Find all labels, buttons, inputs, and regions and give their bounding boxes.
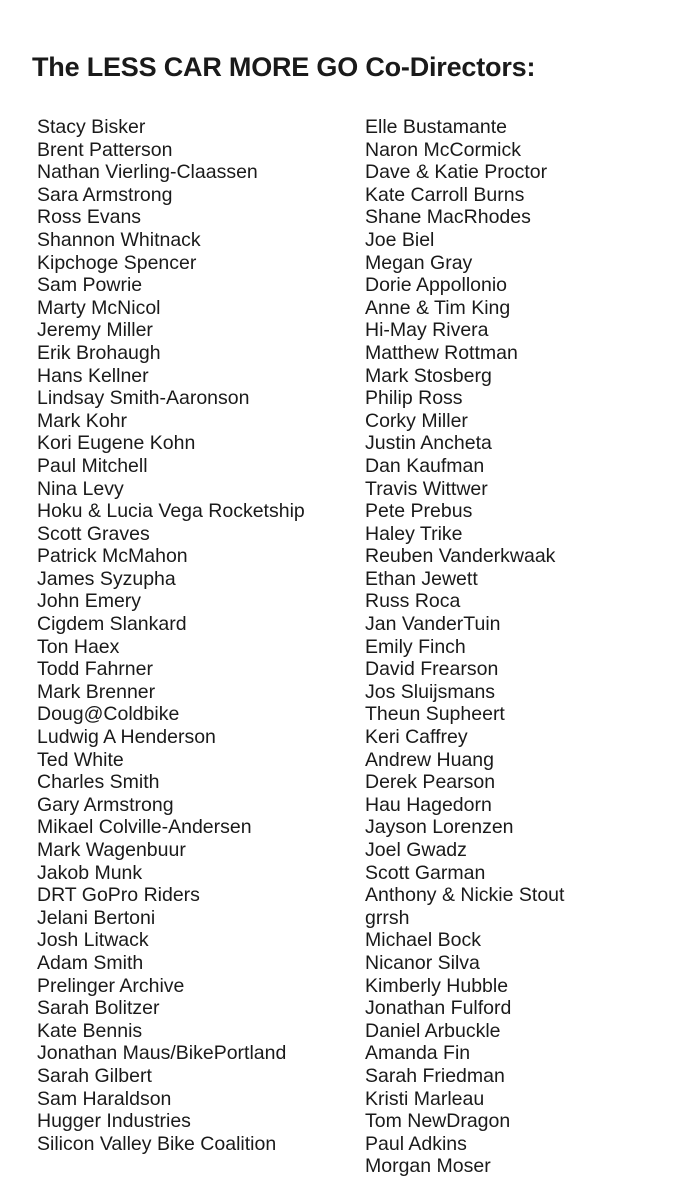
- co-director-name: Mark Wagenbuur: [37, 839, 186, 861]
- co-director-name: Sarah Gilbert: [37, 1064, 152, 1087]
- co-director-name: Jan VanderTuin: [365, 613, 501, 636]
- co-director-name: Keri Caffrey: [365, 726, 468, 749]
- co-director-name: Jelani Bertoni: [37, 906, 156, 929]
- co-director-name: Nathan Vierling-Claassen: [37, 161, 258, 184]
- co-director-name: James Syzupha: [37, 567, 176, 590]
- co-director-name: Tom NewDragon: [365, 1110, 511, 1133]
- co-director-name: Joe Biel: [365, 228, 435, 251]
- co-director-name: Paul Adkins: [365, 1132, 467, 1155]
- co-director-name: Haley Trike: [365, 522, 463, 545]
- co-director-name: Brent Patterson: [37, 138, 173, 161]
- co-director-name: Paul Mitchell: [37, 454, 148, 477]
- co-director-name: Hoku & Lucia Vega Rocketship: [37, 500, 305, 523]
- co-director-name: Mark Brenner: [37, 680, 156, 703]
- co-director-name: Stacy Bisker: [37, 116, 146, 138]
- page-title: The LESS CAR MORE GO Co-Directors:: [32, 52, 536, 82]
- co-director-name: Hugger Industries: [37, 1110, 191, 1133]
- co-director-name: Sarah Bolitzer: [37, 997, 160, 1020]
- co-director-name: Prelinger Archive: [37, 974, 185, 997]
- co-director-name: Mark Stosberg: [365, 364, 492, 387]
- co-director-name: Emily Finch: [365, 635, 466, 658]
- co-director-name: John Emery: [37, 590, 142, 613]
- co-director-name: Gary Armstrong: [37, 793, 174, 816]
- co-director-name: Kate Carroll Burns: [365, 183, 525, 206]
- co-directors-left-column: [37, 116, 352, 1155]
- co-director-name: Morgan Moser: [365, 1155, 491, 1178]
- co-director-name: Ton Haex: [37, 635, 120, 658]
- co-director-name: Daniel Arbuckle: [365, 1019, 501, 1042]
- co-director-name: Andrew Huang: [365, 748, 494, 771]
- co-director-name: Russ Roca: [365, 590, 461, 613]
- co-director-name: Dave & Katie Proctor: [365, 161, 548, 184]
- co-director-name: Amanda Fin: [365, 1042, 471, 1065]
- co-director-name: Elle Bustamante: [365, 116, 507, 138]
- co-director-name: Nicanor Silva: [365, 951, 480, 974]
- co-directors-right-column: [365, 116, 685, 1178]
- co-director-name: Jonathan Fulford: [365, 997, 512, 1020]
- co-director-name: Kori Eugene Kohn: [37, 432, 196, 455]
- co-director-name: Josh Litwack: [37, 929, 149, 952]
- co-director-name: Megan Gray: [365, 251, 473, 274]
- co-director-name: Silicon Valley Bike Coalition: [37, 1132, 277, 1155]
- co-director-name: Kipchoge Spencer: [37, 251, 197, 274]
- co-director-name: Pete Prebus: [365, 500, 473, 523]
- co-director-name: Mark Kohr: [37, 409, 127, 432]
- co-director-name: Ethan Jewett: [365, 567, 478, 590]
- co-director-name: DRT GoPro Riders: [37, 884, 200, 907]
- co-director-name: Hans Kellner: [37, 364, 149, 387]
- co-director-name: Naron McCormick: [365, 138, 522, 161]
- co-director-name: Jos Sluijsmans: [365, 680, 496, 703]
- co-director-name: Dorie Appollonio: [365, 274, 508, 297]
- co-director-name: grrsh: [365, 906, 410, 929]
- co-director-name: Derek Pearson: [365, 771, 496, 794]
- co-director-name: Sam Haraldson: [37, 1087, 172, 1110]
- co-director-name: Sara Armstrong: [37, 183, 173, 206]
- co-director-name: Erik Brohaugh: [37, 341, 161, 364]
- co-director-name: Kristi Marleau: [365, 1087, 485, 1110]
- co-director-name: Kimberly Hubble: [365, 974, 509, 997]
- co-director-name: Nina Levy: [37, 477, 124, 500]
- co-director-name: Kate Bennis: [37, 1019, 143, 1042]
- co-director-name: Charles Smith: [37, 771, 160, 794]
- co-director-name: Jayson Lorenzen: [365, 816, 514, 839]
- co-director-name: Matthew Rottman: [365, 341, 518, 364]
- co-director-name: Mikael Colville-Andersen: [37, 816, 252, 839]
- co-director-name: Scott Garman: [365, 861, 486, 884]
- co-director-name: Hi-May Rivera: [365, 319, 489, 342]
- co-director-name: Philip Ross: [365, 387, 463, 410]
- co-director-name: Sarah Friedman: [365, 1064, 505, 1087]
- co-director-name: Cigdem Slankard: [37, 613, 187, 636]
- co-director-name: Ludwig A Henderson: [37, 726, 216, 749]
- co-director-name: Doug@Coldbike: [37, 703, 180, 726]
- co-director-name: Lindsay Smith-Aaronson: [37, 387, 250, 410]
- co-director-name: Reuben Vanderkwaak: [365, 545, 556, 568]
- co-director-name: Adam Smith: [37, 951, 144, 974]
- co-director-name: Michael Bock: [365, 929, 481, 952]
- co-director-name: David Frearson: [365, 658, 499, 681]
- co-director-name: Shannon Whitnack: [37, 228, 201, 251]
- co-director-name: Shane MacRhodes: [365, 206, 531, 229]
- co-director-name: Sam Powrie: [37, 274, 143, 297]
- co-director-name: Joel Gwadz: [365, 839, 467, 861]
- co-director-name: Justin Ancheta: [365, 432, 492, 455]
- co-director-name: Travis Wittwer: [365, 477, 488, 500]
- co-director-name: Patrick McMahon: [37, 545, 188, 568]
- co-director-name: Todd Fahrner: [37, 658, 153, 681]
- co-director-name: Anthony & Nickie Stout: [365, 884, 565, 907]
- co-director-name: Scott Graves: [37, 522, 150, 545]
- co-director-name: Jonathan Maus/BikePortland: [37, 1042, 287, 1065]
- co-director-name: Jakob Munk: [37, 861, 143, 884]
- co-director-name: Corky Miller: [365, 409, 468, 432]
- co-director-name: Jeremy Miller: [37, 319, 153, 342]
- co-director-name: Hau Hagedorn: [365, 793, 492, 816]
- co-director-name: Anne & Tim King: [365, 296, 511, 319]
- co-director-name: Marty McNicol: [37, 296, 161, 319]
- co-director-name: Ted White: [37, 748, 124, 771]
- co-director-name: Theun Supheert: [365, 703, 505, 726]
- co-director-name: Ross Evans: [37, 206, 142, 229]
- co-director-name: Dan Kaufman: [365, 454, 485, 477]
